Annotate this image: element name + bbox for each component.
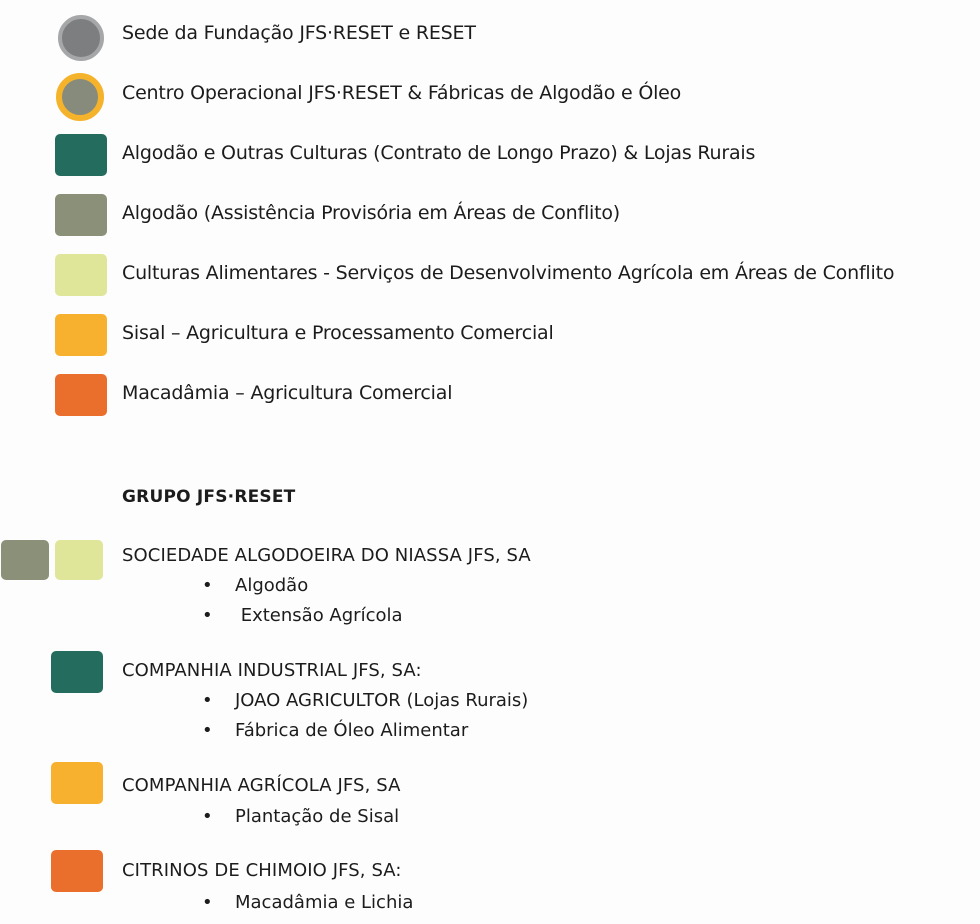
legend-label-sisal: Sisal – Agricultura e Processamento Comercial	[122, 322, 554, 344]
legend-label-macadamia: Macadâmia – Agricultura Comercial	[122, 382, 453, 404]
legend-label-cotton-long-term: Algodão e Outras Culturas (Contrato de Longo Prazo) & Lojas Rurais	[122, 142, 756, 164]
legend-row-hq	[0, 6, 980, 62]
company-name-chimoio: CITRINOS DE CHIMOIO JFS, SA:	[122, 860, 402, 881]
orange-square-icon	[51, 850, 103, 892]
orange-square-icon	[55, 374, 107, 416]
legend-row-macadamia	[0, 366, 980, 422]
legend-row-cotton-long-term	[0, 126, 980, 182]
olive-gray-square-icon	[1, 540, 49, 580]
list-item: • Algodão	[200, 571, 403, 601]
dark-teal-square-icon	[51, 651, 103, 693]
legend-label-cotton-conflict: Algodão (Assistência Provisória em Áreas de Conflito)	[122, 202, 621, 224]
legend-label-operations-center: Centro Operacional JFS·RESET & Fábricas de Algodão e Óleo	[122, 82, 682, 104]
list-item: • Extensão Agrícola	[200, 601, 403, 631]
company-name-industrial: COMPANHIA INDUSTRIAL JFS, SA:	[122, 660, 422, 681]
light-lime-square-icon	[55, 540, 103, 580]
yellow-ring-circle-icon	[56, 73, 104, 121]
orange-yellow-square-icon	[55, 314, 107, 356]
company-bullets-agricola	[200, 802, 399, 832]
list-item: • JOAO AGRICULTOR (Lojas Rurais)	[200, 686, 528, 716]
legend-label-food-crops: Culturas Alimentares - Serviços de Desenvolvimento Agrícola em Áreas de Conflito	[122, 262, 895, 284]
legend-row-operations-center	[0, 66, 980, 122]
light-lime-square-icon	[55, 254, 107, 296]
company-name-niassa: SOCIEDADE ALGODOEIRA DO NIASSA JFS, SA	[122, 545, 531, 566]
legend-row-food-crops	[0, 246, 980, 302]
dark-teal-square-icon	[55, 134, 107, 176]
company-bullets-industrial	[200, 686, 528, 746]
company-name-agricola: COMPANHIA AGRÍCOLA JFS, SA	[122, 775, 401, 796]
list-item: • Fábrica de Óleo Alimentar	[200, 716, 528, 746]
orange-yellow-square-icon	[51, 762, 103, 804]
legend-row-cotton-conflict	[0, 186, 980, 242]
list-item: • Plantação de Sisal	[200, 802, 399, 832]
company-bullets-chimoio	[200, 888, 413, 918]
legend-row-sisal	[0, 306, 980, 362]
legend-label-hq: Sede da Fundação JFS·RESET e RESET	[122, 22, 476, 44]
gray-circle-icon	[58, 15, 104, 61]
group-title: GRUPO JFS·RESET	[122, 487, 296, 507]
company-bullets-niassa	[200, 571, 403, 631]
olive-gray-square-icon	[55, 194, 107, 236]
list-item: • Macadâmia e Lichia	[200, 888, 413, 918]
